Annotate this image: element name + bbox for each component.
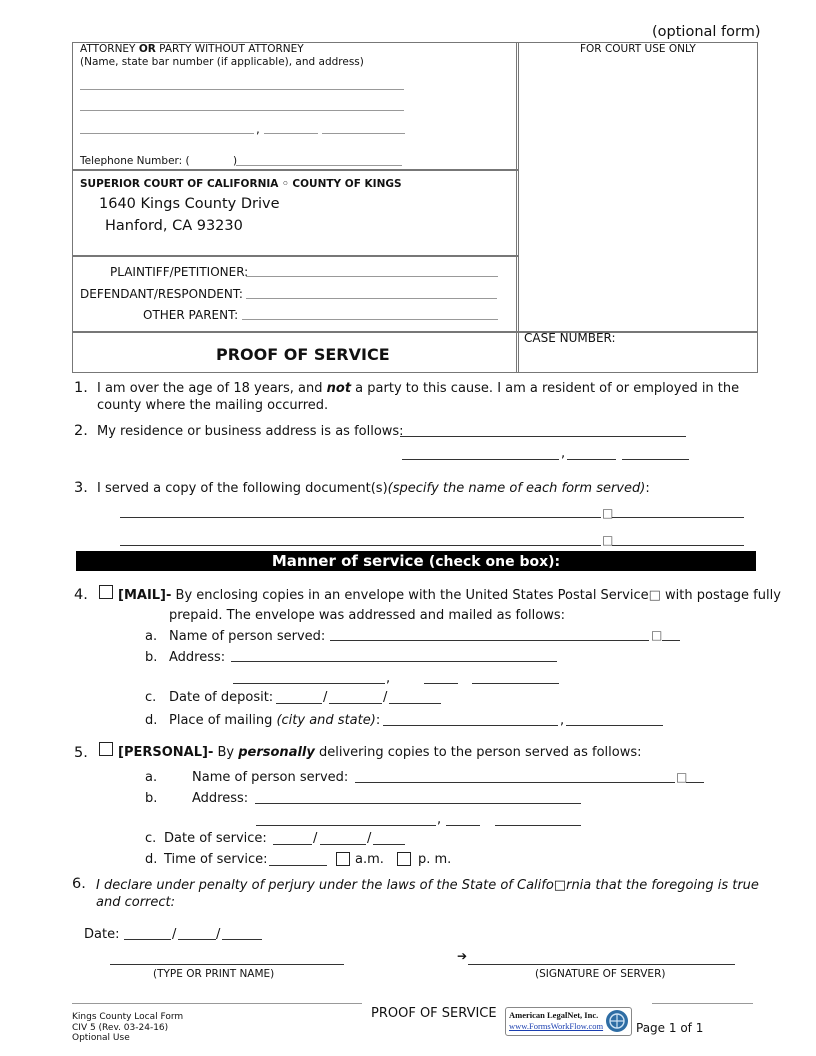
print-name-line[interactable] <box>110 964 344 965</box>
am-checkbox[interactable] <box>336 852 350 866</box>
signature-line[interactable] <box>468 964 735 965</box>
glyph-box: □ <box>602 506 614 520</box>
item-1-number: 1. <box>74 380 88 396</box>
other-parent-line[interactable] <box>242 319 498 320</box>
slash: / <box>172 927 177 942</box>
mail-b-letter: b. <box>145 650 158 665</box>
item-5-number: 5. <box>74 745 88 761</box>
personal-zip-line[interactable] <box>495 825 581 826</box>
date-label: Date: <box>84 927 120 942</box>
item-2-text: My residence or business address is as follows: <box>97 424 404 439</box>
item-2-address-line[interactable] <box>400 436 686 437</box>
date-year-line[interactable] <box>222 939 262 940</box>
case-number-label: CASE NUMBER: <box>524 331 616 345</box>
item-2-number: 2. <box>74 423 88 439</box>
slash: / <box>323 690 328 705</box>
court-address-2: Hanford, CA 93230 <box>105 218 243 234</box>
print-name-label: (TYPE OR PRINT NAME) <box>153 968 275 980</box>
personal-date-year[interactable] <box>373 844 405 845</box>
glyph-box: □ <box>602 533 614 547</box>
form-title: PROOF OF SERVICE <box>216 345 390 364</box>
attorney-label: ATTORNEY OR PARTY WITHOUT ATTORNEY <box>80 43 304 55</box>
personal-b-letter: b. <box>145 791 158 806</box>
attorney-zip-line[interactable] <box>322 133 405 134</box>
footer-rule-right <box>652 1003 753 1004</box>
mail-checkbox[interactable] <box>99 585 113 599</box>
pm-label: p. m. <box>418 852 452 867</box>
item-3-text: I served a copy of the following document(s)(specify the name of each form served): <box>97 481 650 496</box>
mail-a-letter: a. <box>145 629 158 644</box>
comma: , <box>437 812 442 827</box>
mail-name-line[interactable] <box>330 640 649 641</box>
attorney-city-line[interactable] <box>80 133 254 134</box>
attorney-line-1[interactable] <box>80 89 404 90</box>
court-use-box <box>516 42 758 333</box>
mail-place-city[interactable] <box>383 725 558 726</box>
item-4-number: 4. <box>74 587 88 603</box>
personal-date-month[interactable] <box>273 844 312 845</box>
personal-c-letter: c. <box>145 831 157 846</box>
personal-name-line[interactable] <box>355 782 675 783</box>
document-line-1b[interactable] <box>612 517 744 518</box>
court-use-label: FOR COURT USE ONLY <box>580 43 696 55</box>
document-line-1[interactable] <box>120 517 601 518</box>
personal-d-label: Time of service: <box>164 852 268 867</box>
mail-d-letter: d. <box>145 713 158 728</box>
mail-b-label: Address: <box>169 650 226 665</box>
mail-name-line-b[interactable] <box>662 640 680 641</box>
personal-c-label: Date of service: <box>164 831 267 846</box>
manner-of-service-banner: Manner of service (check one box): <box>76 551 756 571</box>
optional-form-note: (optional form) <box>652 24 761 40</box>
slash: / <box>383 690 388 705</box>
slash: / <box>313 831 318 846</box>
telephone-label: Telephone Number: ( <box>80 155 190 167</box>
personal-a-label: Name of person served: <box>192 770 349 785</box>
mail-text-2: prepaid. The envelope was addressed and mailed as follows: <box>169 608 565 623</box>
attorney-sublabel: (Name, state bar number (if applicable), and address) <box>80 56 364 68</box>
date-day-line[interactable] <box>178 939 216 940</box>
personal-time-line[interactable] <box>269 865 327 866</box>
mail-city-line[interactable] <box>233 683 385 684</box>
globe-icon <box>605 1009 629 1033</box>
court-name: SUPERIOR COURT OF CALIFORNIA ◦ COUNTY OF KINGS <box>80 178 402 190</box>
comma: , <box>561 446 566 461</box>
attorney-line-2[interactable] <box>80 110 404 111</box>
footer-title: PROOF OF SERVICE <box>371 1006 497 1021</box>
item-3-number: 3. <box>74 480 88 496</box>
personal-checkbox[interactable] <box>99 742 113 756</box>
date-month-line[interactable] <box>124 939 171 940</box>
am-label: a.m. <box>355 852 384 867</box>
item-1-text: I am over the age of 18 years, and not a party to this cause. I am a resident of or employed in the <box>97 381 740 396</box>
personal-d-letter: d. <box>145 852 158 867</box>
mail-state-line[interactable] <box>424 683 458 684</box>
item-2-city-line[interactable] <box>402 459 559 460</box>
defendant-line[interactable] <box>246 298 497 299</box>
mail-c-label: Date of deposit: <box>169 690 274 705</box>
plaintiff-line[interactable] <box>246 276 498 277</box>
document-line-2b[interactable] <box>612 545 744 546</box>
document-line-2[interactable] <box>120 545 601 546</box>
mail-deposit-day[interactable] <box>329 703 382 704</box>
personal-date-day[interactable] <box>320 844 366 845</box>
comma: , <box>560 713 565 728</box>
forms-workflow-badge[interactable]: American LegalNet, Inc. www.FormsWorkFlow.com <box>505 1007 632 1036</box>
signature-label: (SIGNATURE OF SERVER) <box>535 968 666 980</box>
attorney-state-line[interactable] <box>264 133 318 134</box>
item-2-zip-line[interactable] <box>622 459 689 460</box>
other-parent-label: OTHER PARENT: <box>143 308 239 322</box>
personal-a-letter: a. <box>145 770 158 785</box>
item-6-number: 6. <box>72 876 86 892</box>
pm-checkbox[interactable] <box>397 852 411 866</box>
item-2-state-line[interactable] <box>567 459 616 460</box>
court-address-1: 1640 Kings County Drive <box>99 196 280 212</box>
slash: / <box>367 831 372 846</box>
telephone-paren: ) <box>233 155 238 167</box>
sign-here-arrow-icon: ➔ <box>457 949 468 963</box>
declaration-text: I declare under penalty of perjury under the laws of the State of Califo□rnia that the foregoing is true <box>96 878 759 893</box>
plaintiff-label: PLAINTIFF/PETITIONER: <box>110 265 249 279</box>
mail-place-state[interactable] <box>566 725 663 726</box>
footer-form-info: Kings County Local Form CIV 5 (Rev. 03-24-16) Optional Use <box>72 1012 184 1043</box>
mail-d-label: Place of mailing (city and state): <box>169 713 381 728</box>
personal-address-line[interactable] <box>255 803 581 804</box>
footer-rule-left <box>72 1003 362 1004</box>
glyph-box: □ <box>676 770 688 784</box>
glyph-box: □ <box>651 628 663 642</box>
personal-city-line[interactable] <box>256 825 436 826</box>
personal-text: [PERSONAL]- By personally delivering copies to the person served as follows: <box>118 745 642 760</box>
mail-text: [MAIL]- By enclosing copies in an envelope with the United States Postal Service□ with postage fully <box>118 588 781 603</box>
mail-zip-line[interactable] <box>472 683 559 684</box>
mail-deposit-year[interactable] <box>389 703 441 704</box>
item-1-text-2: county where the mailing occurred. <box>97 398 329 413</box>
personal-b-label: Address: <box>192 791 249 806</box>
defendant-label: DEFENDANT/RESPONDENT: <box>80 287 243 301</box>
declaration-text-2: and correct: <box>96 895 176 910</box>
mail-a-label: Name of person served: <box>169 629 326 644</box>
mail-address-line[interactable] <box>231 661 557 662</box>
mail-deposit-month[interactable] <box>276 703 322 704</box>
page-number: Page 1 of 1 <box>636 1021 704 1035</box>
telephone-line[interactable] <box>236 165 402 166</box>
personal-name-line-b[interactable] <box>686 782 704 783</box>
mail-c-letter: c. <box>145 690 157 705</box>
comma: , <box>386 671 391 686</box>
personal-state-line[interactable] <box>446 825 480 826</box>
comma: , <box>256 122 260 136</box>
slash: / <box>216 927 221 942</box>
